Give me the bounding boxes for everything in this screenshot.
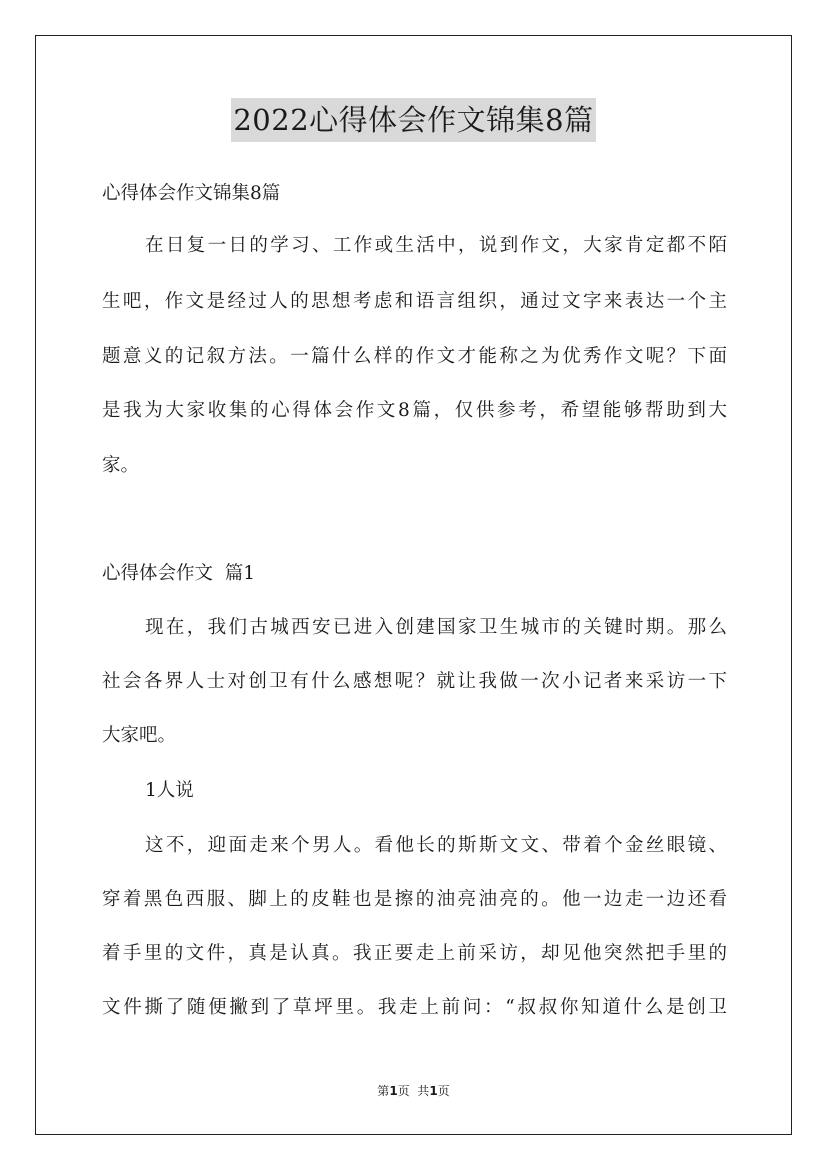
footer-page-total: 1 bbox=[429, 1084, 438, 1098]
document-subtitle: 心得体会作文锦集8篇 bbox=[102, 183, 281, 204]
footer-mid: 页 共 bbox=[397, 1084, 430, 1098]
intro-line-1: 在日复一日的学习、工作或生活中，说到作文，大家肯定都不陌 bbox=[145, 235, 727, 256]
section1-para1-line-1: 现在，我们古城西安已进入创建国家卫生城市的关键时期。那么 bbox=[145, 617, 727, 638]
footer-prefix: 第 bbox=[377, 1084, 390, 1098]
section1-para2-line-4: 文件撕了随便撇到了草坪里。我走上前问：“叔叔你知道什么是创卫 bbox=[102, 997, 727, 1018]
section1-para2-line-3: 着手里的文件，真是认真。我正要走上前采访，却见他突然把手里的 bbox=[102, 943, 727, 964]
intro-line-5: 家。 bbox=[102, 455, 140, 476]
section1-subheading: 1人说 bbox=[145, 780, 194, 801]
section1-para1-line-2: 社会各界人士对创卫有什么感想呢？就让我做一次小记者来采访一下 bbox=[102, 671, 727, 692]
document-title: 2022心得体会作文锦集8篇 bbox=[231, 98, 595, 142]
page-footer bbox=[0, 1083, 827, 1099]
section1-para2-line-1: 这不，迎面走来个男人。看他长的斯斯文文、带着个金丝眼镜、 bbox=[145, 835, 727, 856]
footer-page-current: 1 bbox=[389, 1084, 398, 1098]
section1-para1-line-3: 大家吧。 bbox=[102, 725, 177, 746]
footer-suffix: 页 bbox=[437, 1084, 450, 1098]
intro-line-4: 是我为大家收集的心得体会作文8篇，仅供参考，希望能够帮助到大 bbox=[102, 400, 727, 421]
intro-line-3: 题意义的记叙方法。一篇什么样的作文才能称之为优秀作文呢？下面 bbox=[102, 346, 727, 367]
title-wrap bbox=[0, 98, 827, 142]
section-heading: 心得体会作文 篇1 bbox=[102, 563, 256, 584]
intro-line-2: 生吧，作文是经过人的思想考虑和语言组织，通过文字来表达一个主 bbox=[102, 291, 727, 312]
section1-para2-line-2: 穿着黑色西服、脚上的皮鞋也是擦的油亮油亮的。他一边走一边还看 bbox=[102, 889, 727, 910]
